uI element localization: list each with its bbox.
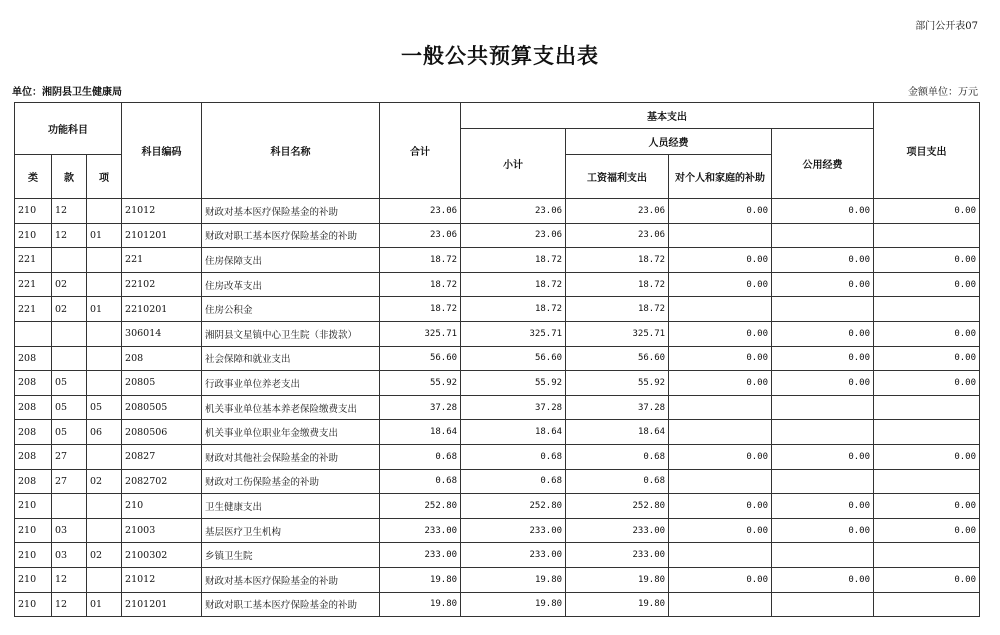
table-row	[15, 395, 980, 420]
cell-code: 2100302	[122, 543, 202, 568]
header-name: 科目名称	[202, 103, 380, 199]
amount-unit: 金额单位：万元	[908, 87, 978, 98]
cell-subsidy	[669, 395, 772, 420]
cell-salary: 18.72	[566, 272, 669, 297]
cell-lei: 208	[15, 395, 52, 420]
cell-total: 37.28	[380, 395, 461, 420]
cell-public: 0.00	[772, 518, 874, 543]
cell-kuan: 03	[52, 543, 87, 568]
cell-subsidy: 0.00	[669, 272, 772, 297]
cell-name: 行政事业单位养老支出	[202, 371, 380, 396]
cell-salary: 252.80	[566, 494, 669, 519]
table-row	[15, 518, 980, 543]
header-subtotal: 小计	[461, 129, 566, 199]
table-row	[15, 420, 980, 445]
cell-name: 财政对基本医疗保险基金的补助	[202, 567, 380, 592]
cell-total: 0.68	[380, 469, 461, 494]
cell-salary: 19.80	[566, 567, 669, 592]
cell-public: 0.00	[772, 567, 874, 592]
cell-project	[874, 297, 980, 322]
cell-total: 18.72	[380, 248, 461, 273]
cell-kuan	[52, 248, 87, 273]
cell-subsidy: 0.00	[669, 346, 772, 371]
cell-xiang	[87, 346, 122, 371]
cell-subtotal: 56.60	[461, 346, 566, 371]
cell-project	[874, 592, 980, 617]
header-subsidy: 对个人和家庭的补助	[669, 155, 772, 199]
table-row	[15, 592, 980, 617]
cell-name: 基层医疗卫生机构	[202, 518, 380, 543]
cell-xiang: 01	[87, 223, 122, 248]
cell-kuan	[52, 346, 87, 371]
header-basic: 基本支出	[461, 103, 874, 129]
cell-public	[772, 420, 874, 445]
cell-subsidy	[669, 297, 772, 322]
cell-kuan: 12	[52, 223, 87, 248]
cell-public: 0.00	[772, 199, 874, 224]
cell-lei: 208	[15, 346, 52, 371]
cell-subsidy	[669, 592, 772, 617]
cell-name: 财政对职工基本医疗保险基金的补助	[202, 223, 380, 248]
header-total: 合计	[380, 103, 461, 199]
cell-subsidy: 0.00	[669, 371, 772, 396]
cell-lei: 208	[15, 420, 52, 445]
cell-public	[772, 395, 874, 420]
table-row	[15, 494, 980, 519]
cell-code: 20805	[122, 371, 202, 396]
cell-project: 0.00	[874, 567, 980, 592]
cell-total: 0.68	[380, 444, 461, 469]
table-row	[15, 543, 980, 568]
cell-lei: 208	[15, 371, 52, 396]
cell-project: 0.00	[874, 371, 980, 396]
cell-xiang: 02	[87, 469, 122, 494]
cell-subtotal: 0.68	[461, 444, 566, 469]
cell-subtotal: 23.06	[461, 223, 566, 248]
cell-code: 21012	[122, 199, 202, 224]
cell-lei: 210	[15, 223, 52, 248]
cell-public	[772, 469, 874, 494]
cell-total: 56.60	[380, 346, 461, 371]
cell-project: 0.00	[874, 346, 980, 371]
cell-code: 306014	[122, 321, 202, 346]
cell-subtotal: 55.92	[461, 371, 566, 396]
cell-subsidy	[669, 223, 772, 248]
cell-xiang	[87, 371, 122, 396]
cell-salary: 23.06	[566, 199, 669, 224]
table-row	[15, 444, 980, 469]
cell-public: 0.00	[772, 371, 874, 396]
cell-name: 湘阴县文星镇中心卫生院（非拨款）	[202, 321, 380, 346]
cell-lei: 210	[15, 543, 52, 568]
cell-total: 18.72	[380, 297, 461, 322]
cell-project	[874, 469, 980, 494]
cell-code: 2101201	[122, 223, 202, 248]
cell-salary: 0.68	[566, 469, 669, 494]
header-func-subject: 功能科目	[15, 103, 122, 155]
cell-lei: 210	[15, 592, 52, 617]
cell-total: 55.92	[380, 371, 461, 396]
cell-name: 乡镇卫生院	[202, 543, 380, 568]
cell-name: 机关事业单位职业年金缴费支出	[202, 420, 380, 445]
cell-name: 住房公积金	[202, 297, 380, 322]
table-row	[15, 297, 980, 322]
cell-total: 325.71	[380, 321, 461, 346]
cell-lei: 221	[15, 297, 52, 322]
cell-code: 2101201	[122, 592, 202, 617]
cell-total: 233.00	[380, 543, 461, 568]
cell-project: 0.00	[874, 518, 980, 543]
cell-kuan	[52, 321, 87, 346]
cell-salary: 18.72	[566, 248, 669, 273]
cell-subtotal: 233.00	[461, 518, 566, 543]
cell-lei: 210	[15, 518, 52, 543]
cell-public	[772, 543, 874, 568]
cell-project: 0.00	[874, 444, 980, 469]
cell-lei: 210	[15, 199, 52, 224]
cell-xiang: 06	[87, 420, 122, 445]
table-row	[15, 567, 980, 592]
cell-kuan: 02	[52, 297, 87, 322]
cell-subtotal: 233.00	[461, 543, 566, 568]
cell-kuan: 27	[52, 444, 87, 469]
cell-xiang	[87, 444, 122, 469]
cell-subsidy: 0.00	[669, 248, 772, 273]
cell-xiang	[87, 199, 122, 224]
cell-total: 19.80	[380, 592, 461, 617]
table-body	[15, 199, 980, 617]
cell-xiang: 05	[87, 395, 122, 420]
cell-subtotal: 23.06	[461, 199, 566, 224]
table-row	[15, 321, 980, 346]
header-personnel: 人员经费	[566, 129, 772, 155]
cell-subtotal: 0.68	[461, 469, 566, 494]
cell-project: 0.00	[874, 248, 980, 273]
cell-name: 财政对职工基本医疗保险基金的补助	[202, 592, 380, 617]
cell-salary: 56.60	[566, 346, 669, 371]
cell-public	[772, 592, 874, 617]
cell-lei	[15, 321, 52, 346]
cell-subsidy: 0.00	[669, 321, 772, 346]
cell-salary: 233.00	[566, 518, 669, 543]
cell-project: 0.00	[874, 199, 980, 224]
cell-public: 0.00	[772, 346, 874, 371]
cell-project	[874, 543, 980, 568]
cell-project	[874, 223, 980, 248]
cell-public: 0.00	[772, 272, 874, 297]
cell-subsidy	[669, 469, 772, 494]
cell-subsidy: 0.00	[669, 567, 772, 592]
cell-xiang: 02	[87, 543, 122, 568]
cell-kuan: 02	[52, 272, 87, 297]
cell-total: 18.72	[380, 272, 461, 297]
cell-xiang	[87, 567, 122, 592]
cell-code: 2082702	[122, 469, 202, 494]
cell-public: 0.00	[772, 494, 874, 519]
cell-name: 社会保障和就业支出	[202, 346, 380, 371]
cell-salary: 233.00	[566, 543, 669, 568]
header-kuan: 款	[52, 155, 87, 199]
cell-name: 住房改革支出	[202, 272, 380, 297]
cell-subtotal: 19.80	[461, 567, 566, 592]
cell-xiang: 01	[87, 297, 122, 322]
cell-subsidy: 0.00	[669, 518, 772, 543]
header-public: 公用经费	[772, 129, 874, 199]
cell-subsidy: 0.00	[669, 199, 772, 224]
cell-kuan: 12	[52, 567, 87, 592]
cell-kuan: 27	[52, 469, 87, 494]
cell-name: 机关事业单位基本养老保险缴费支出	[202, 395, 380, 420]
cell-kuan: 12	[52, 592, 87, 617]
cell-public: 0.00	[772, 248, 874, 273]
cell-subtotal: 18.72	[461, 297, 566, 322]
cell-xiang	[87, 248, 122, 273]
cell-subtotal: 18.72	[461, 248, 566, 273]
cell-name: 住房保障支出	[202, 248, 380, 273]
cell-public	[772, 297, 874, 322]
cell-lei: 210	[15, 567, 52, 592]
cell-salary: 325.71	[566, 321, 669, 346]
cell-code: 21012	[122, 567, 202, 592]
cell-project: 0.00	[874, 494, 980, 519]
cell-subtotal: 19.80	[461, 592, 566, 617]
cell-subtotal: 18.72	[461, 272, 566, 297]
table-row	[15, 272, 980, 297]
cell-total: 23.06	[380, 223, 461, 248]
cell-subtotal: 325.71	[461, 321, 566, 346]
header-lei: 类	[15, 155, 52, 199]
cell-subtotal: 18.64	[461, 420, 566, 445]
cell-total: 23.06	[380, 199, 461, 224]
cell-xiang	[87, 518, 122, 543]
cell-public	[772, 223, 874, 248]
form-number: 部门公开表07	[915, 21, 978, 32]
cell-subsidy: 0.00	[669, 444, 772, 469]
table-row	[15, 199, 980, 224]
cell-kuan	[52, 494, 87, 519]
cell-lei: 221	[15, 248, 52, 273]
cell-lei: 210	[15, 494, 52, 519]
cell-total: 18.64	[380, 420, 461, 445]
cell-salary: 37.28	[566, 395, 669, 420]
cell-code: 221	[122, 248, 202, 273]
cell-public: 0.00	[772, 321, 874, 346]
cell-code: 2210201	[122, 297, 202, 322]
cell-name: 财政对其他社会保险基金的补助	[202, 444, 380, 469]
cell-subtotal: 37.28	[461, 395, 566, 420]
cell-kuan: 12	[52, 199, 87, 224]
cell-subsidy: 0.00	[669, 494, 772, 519]
cell-lei: 208	[15, 444, 52, 469]
cell-total: 19.80	[380, 567, 461, 592]
header-project: 项目支出	[874, 103, 980, 199]
header-xiang: 项	[87, 155, 122, 199]
cell-xiang	[87, 321, 122, 346]
cell-name: 财政对工伤保险基金的补助	[202, 469, 380, 494]
header-salary: 工资福利支出	[566, 155, 669, 199]
cell-project: 0.00	[874, 272, 980, 297]
cell-salary: 0.68	[566, 444, 669, 469]
cell-code: 20827	[122, 444, 202, 469]
cell-total: 252.80	[380, 494, 461, 519]
cell-lei: 208	[15, 469, 52, 494]
cell-code: 22102	[122, 272, 202, 297]
cell-kuan: 05	[52, 420, 87, 445]
cell-name: 财政对基本医疗保险基金的补助	[202, 199, 380, 224]
table-row	[15, 371, 980, 396]
table-row	[15, 346, 980, 371]
cell-kuan: 03	[52, 518, 87, 543]
table-row	[15, 248, 980, 273]
cell-code: 210	[122, 494, 202, 519]
cell-kuan: 05	[52, 371, 87, 396]
table-row	[15, 223, 980, 248]
cell-project	[874, 395, 980, 420]
cell-code: 2080505	[122, 395, 202, 420]
cell-name: 卫生健康支出	[202, 494, 380, 519]
cell-xiang	[87, 494, 122, 519]
cell-subsidy	[669, 543, 772, 568]
cell-subsidy	[669, 420, 772, 445]
cell-code: 21003	[122, 518, 202, 543]
cell-subtotal: 252.80	[461, 494, 566, 519]
cell-salary: 23.06	[566, 223, 669, 248]
cell-salary: 19.80	[566, 592, 669, 617]
cell-xiang	[87, 272, 122, 297]
budget-table	[14, 102, 980, 617]
cell-project: 0.00	[874, 321, 980, 346]
cell-salary: 18.72	[566, 297, 669, 322]
page-title: 一般公共预算支出表	[401, 43, 599, 68]
cell-xiang: 01	[87, 592, 122, 617]
cell-kuan: 05	[52, 395, 87, 420]
cell-code: 2080506	[122, 420, 202, 445]
cell-salary: 55.92	[566, 371, 669, 396]
table-row	[15, 469, 980, 494]
cell-project	[874, 420, 980, 445]
cell-code: 208	[122, 346, 202, 371]
cell-salary: 18.64	[566, 420, 669, 445]
cell-lei: 221	[15, 272, 52, 297]
cell-total: 233.00	[380, 518, 461, 543]
department-unit: 单位：湘阴县卫生健康局	[12, 87, 122, 98]
header-code: 科目编码	[122, 103, 202, 199]
cell-public: 0.00	[772, 444, 874, 469]
